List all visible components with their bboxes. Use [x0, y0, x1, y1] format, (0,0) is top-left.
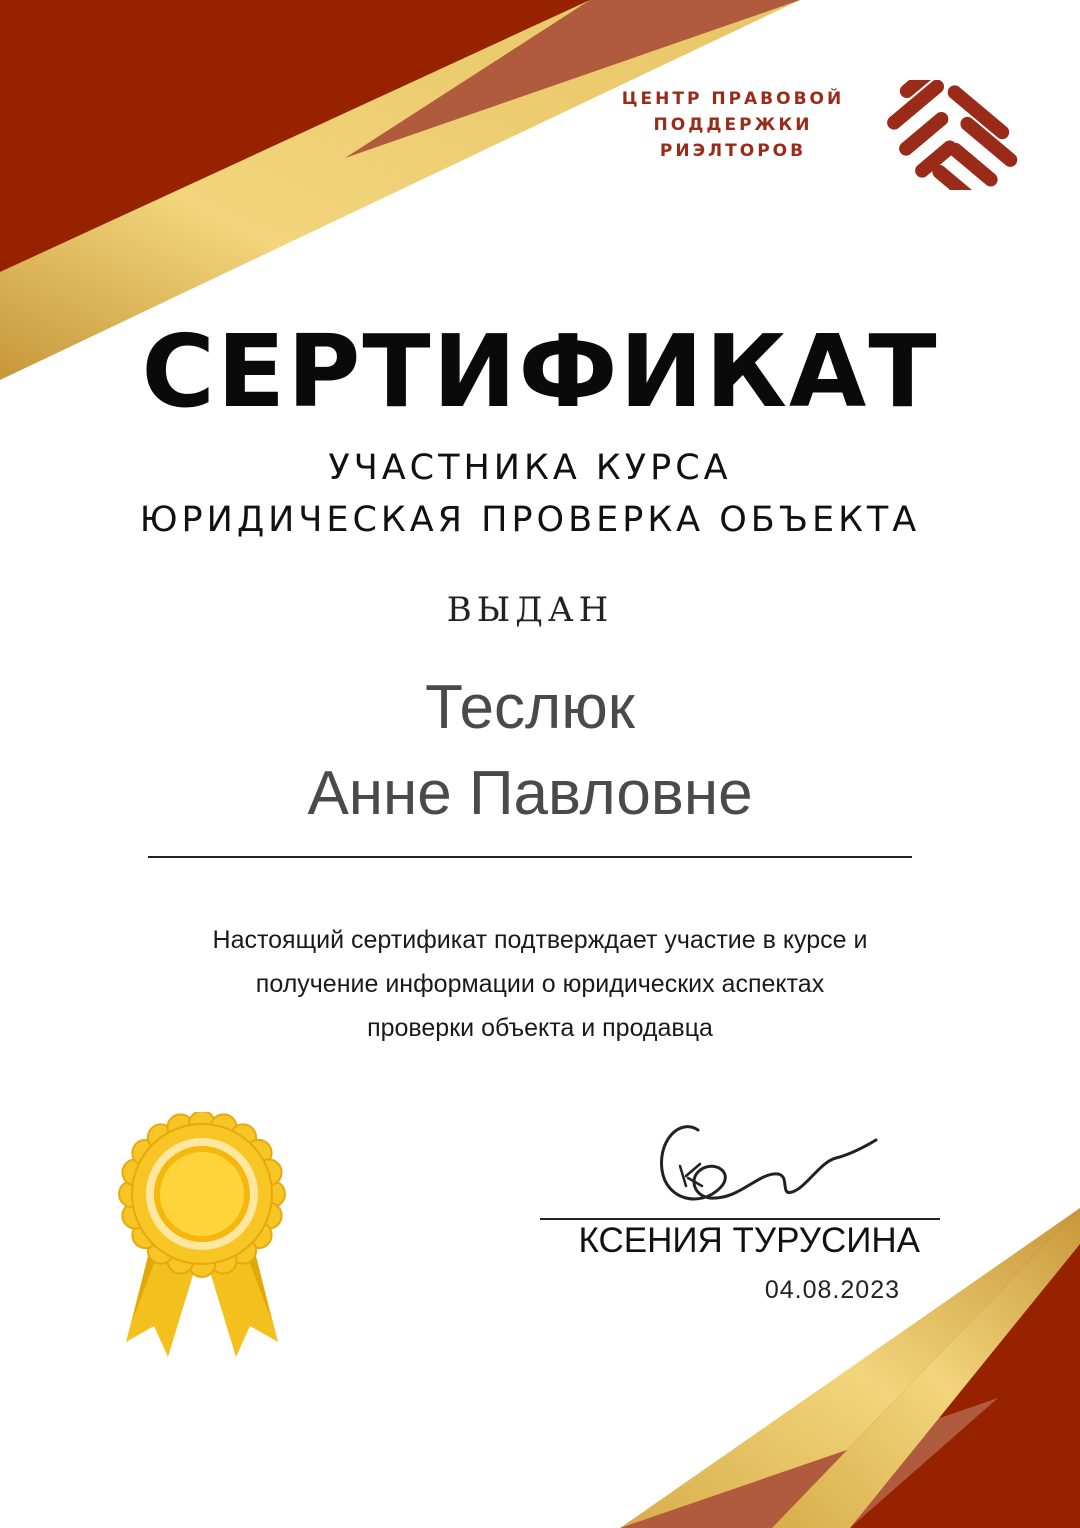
- description-line-3: проверки объекта и продавца: [367, 1014, 713, 1042]
- description-line-2: получение информации о юридических аспектах: [255, 970, 825, 998]
- subtitle-line-1: УЧАСТНИКА КУРСА: [328, 448, 732, 488]
- signature-image: [640, 1100, 900, 1220]
- recipient-given-name: Анне Павловне: [307, 759, 753, 828]
- logo-line-3: РИЭЛТОРОВ: [659, 141, 807, 161]
- name-underline: [148, 856, 912, 858]
- organization-logo: [600, 80, 1020, 190]
- certificate-title: СЕРТИФИКАТ: [141, 313, 939, 430]
- logo-line-2: ПОДДЕРЖКИ: [653, 115, 813, 135]
- subtitle-line-2: ЮРИДИЧЕСКАЯ ПРОВЕРКА ОБЪЕКТА: [139, 500, 921, 540]
- award-rosette-icon: [112, 1112, 292, 1362]
- recipient-surname: Теслюк: [425, 673, 635, 742]
- logo-line-1: ЦЕНТР ПРАВОВОЙ: [621, 89, 845, 109]
- issued-label: ВЫДАН: [446, 590, 614, 630]
- certificate-description: [0, 918, 1080, 1050]
- description-line-1: Настоящий сертификат подтверждает участие в курсе и: [212, 926, 868, 954]
- signer-name: КСЕНИЯ ТУРУСИНА: [578, 1221, 920, 1260]
- issue-date: 04.08.2023: [764, 1276, 900, 1304]
- logo-text: [608, 86, 858, 164]
- handshake-roof-icon: [840, 80, 1020, 190]
